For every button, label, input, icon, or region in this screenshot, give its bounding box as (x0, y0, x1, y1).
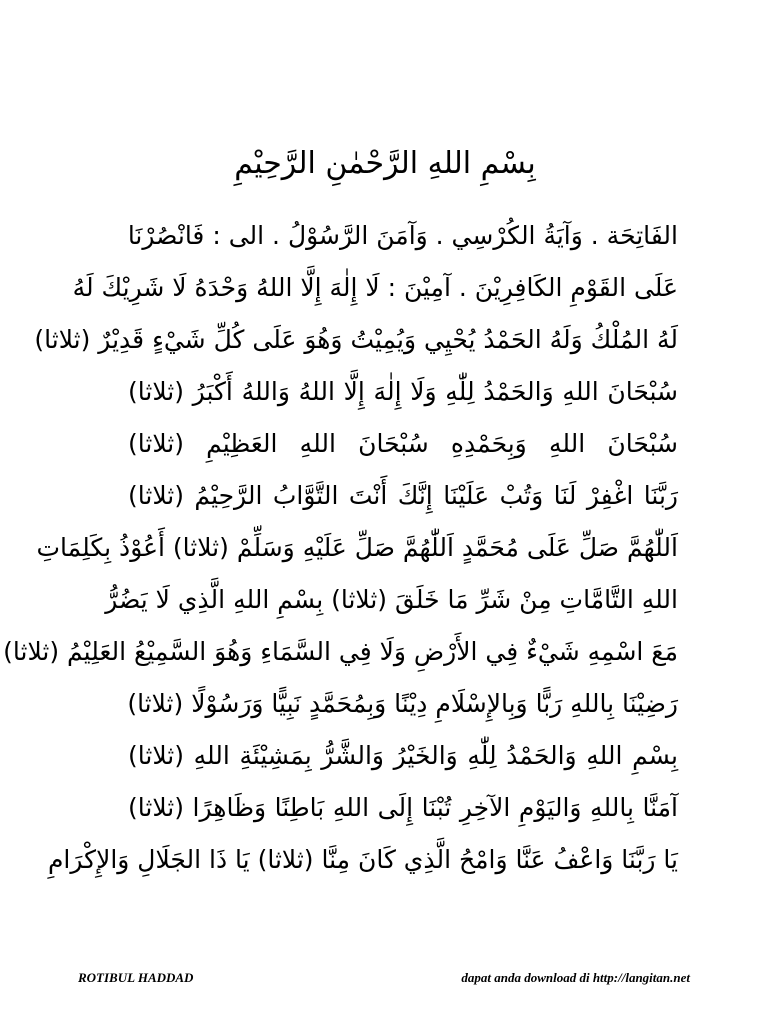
text-line: يَا رَبَّنَا وَاعْفُ عَنَّا وَامْحُ الَّذِي كَانَ مِنَّا (ثلاثا) يَا ذَا الجَلَالِ وَالإِكْرَامِ (47, 845, 678, 874)
text-line: سُبْحَانَ اللهِ وَبِحَمْدِهِ سُبْحَانَ اللهِ العَظِيْمِ (ثلاثا) (128, 429, 678, 458)
text-line: سُبْحَانَ اللهِ وَالحَمْدُ لِلّٰهِ وَلَا إِلٰهَ إِلَّا اللهُ وَاللهُ أَكْبَرُ (ثلاثا) (128, 377, 678, 406)
text-line: اَللّٰهُمَّ صَلِّ عَلَى مُحَمَّدٍ اَللّٰهُمَّ صَلِّ عَلَيْهِ وَسَلِّمْ (ثلاثا) أَعُوْذُ بِكَلِمَاتِ (36, 533, 678, 562)
text-line: لَهُ المُلْكُ وَلَهُ الحَمْدُ يُحْيِي وَيُمِيْتُ وَهُوَ عَلَى كُلِّ شَيْءٍ قَدِيْرٌ (ثلاثا) (34, 325, 678, 354)
text-line: الفَاتِحَة . وَآيَةُ الكُرْسِي . وَآمَنَ الرَّسُوْلُ . الى : فَانْصُرْنَا (127, 221, 678, 250)
basmala-heading: بِسْمِ اللهِ الرَّحْمٰنِ الرَّحِيْمِ (234, 146, 536, 181)
text-line: رَضِيْنَا بِاللهِ رَبًّا وَبِالإِسْلَامِ دِيْنًا وَبِمُحَمَّدٍ نَبِيًّا وَرَسُوْلًا (ثلاثا) (127, 689, 678, 718)
text-line: عَلَى القَوْمِ الكَافِرِيْنَ . آمِيْنَ : لَا إِلٰهَ إِلَّا اللهُ وَحْدَهُ لَا شَرِيْكَ لَهُ (72, 273, 678, 302)
text-line: رَبَّنَا اغْفِرْ لَنَا وَتُبْ عَلَيْنَا إِنَّكَ أَنْتَ التَّوَّابُ الرَّحِيْمُ (ثلاثا) (128, 481, 678, 510)
text-line: مَعَ اسْمِهِ شَيْءٌ فِي الأَرْضِ وَلَا فِي السَّمَاءِ وَهُوَ السَّمِيْعُ العَلِيْمُ (ثلاثا) (3, 637, 678, 666)
text-line: آمَنَّا بِاللهِ وَاليَوْمِ الآخِرِ تُبْنَا إِلَى اللهِ بَاطِنًا وَظَاهِرًا (ثلاثا) (128, 793, 678, 822)
arabic-text-body (3, 210, 678, 886)
footer-title: ROTIBUL HADDAD (78, 970, 194, 985)
footer-download-note: dapat anda download di http://langitan.net (461, 970, 690, 985)
text-line: بِسْمِ اللهِ وَالحَمْدُ لِلّٰهِ وَالخَيْرُ وَالشَّرُّ بِمَشِيْئَةِ اللهِ (ثلاثا) (128, 741, 678, 770)
text-line: اللهِ التَّامَّاتِ مِنْ شَرِّ مَا خَلَقَ (ثلاثا) بِسْمِ اللهِ الَّذِي لَا يَضُرُّ (105, 585, 678, 614)
